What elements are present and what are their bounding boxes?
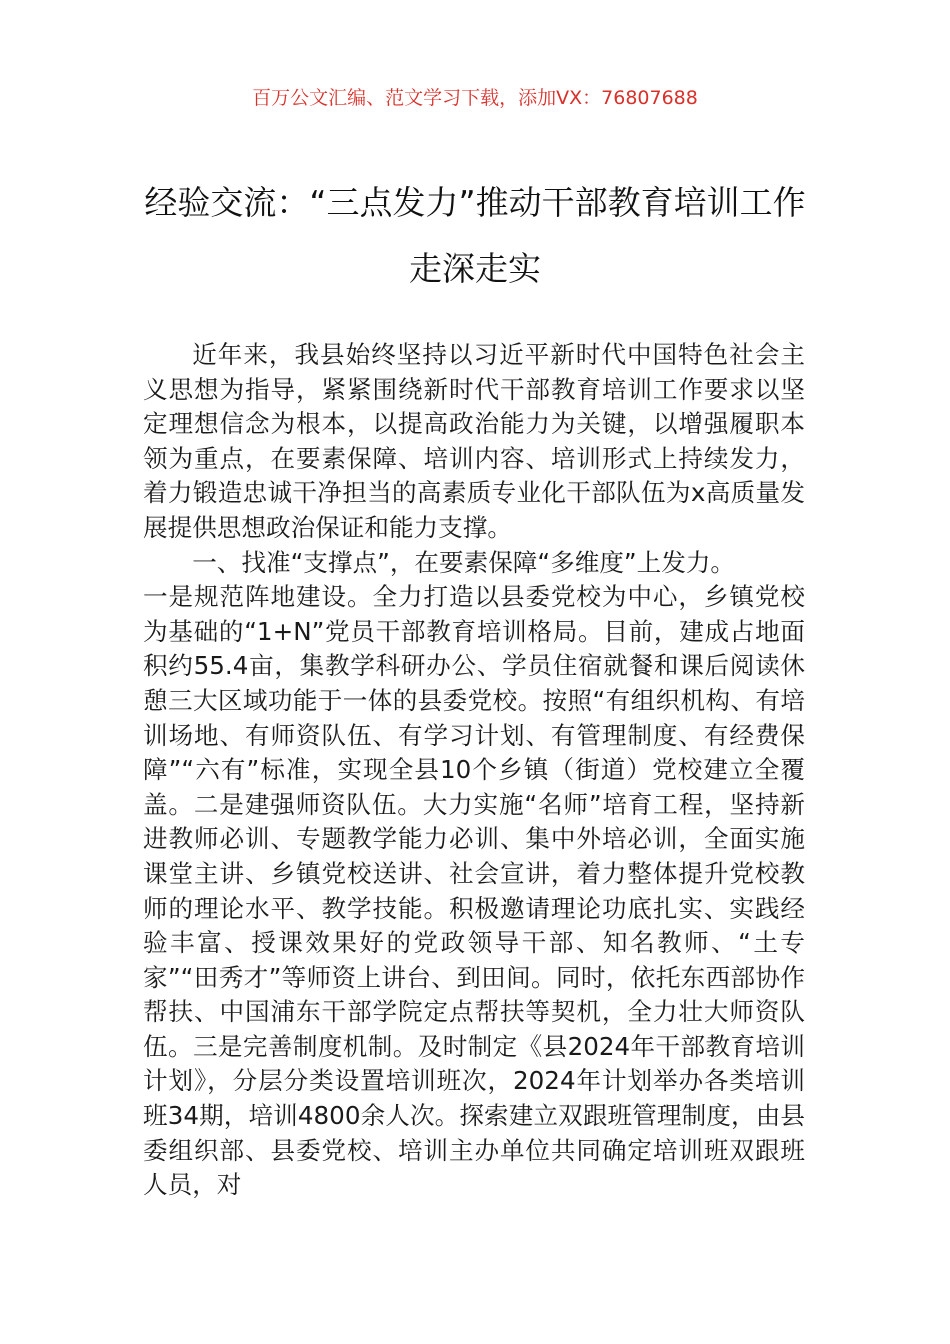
intro-paragraph: 近年来，我县始终坚持以习近平新时代中国特色社会主义思想为指导，紧紧围绕新时代干部教育培训工作要求以坚定理想信念为根本，以提高政治能力为关键，以增强履职本领为重点，在要素保障、培训内容、培训形式上持续发力，着力锻造忠诚干净担当的高素质专业化干部队伍为x高质量发展提供思想政治保证和能力支撑。	[143, 340, 805, 542]
header-watermark-note: 百万公文汇编、范文学习下载，添加VX：76807688	[252, 87, 698, 109]
document-title: 经验交流：“三点发力”推动干部教育培训工作走深走实	[144, 183, 806, 288]
section-heading-1: 一、找准“支撑点”，在要素保障“多维度”上发力。	[192, 547, 736, 577]
section-1-paragraph: 一是规范阵地建设。全力打造以县委党校为中心，乡镇党校为基础的“1+N”党员干部教育培训格局。目前，建成占地面积约55.4亩，集教学科研办公、学员住宿就餐和课后阅读休憩三大区域功能于一体的县委党校。按照“有组织机构、有培训场地、有师资队伍、有学习计划、有管理制度、有经费保障”“六有”标准，实现全县10个乡镇（街道）党校建立全覆盖。二是建强师资队伍。大力实施“名师”培育工程，坚持新进教师必训、专题教学能力必训、集中外培必训，全面实施课堂主讲、乡镇党校送讲、社会宣讲，着力整体提升党校教师的理论水平、教学技能。积极邀请理论功底扎实、实践经验丰富、授课效果好的党政领导干部、知名教师、“土专家”“田秀才”等师资上讲台、到田间。同时，依托东西部协作帮扶、中国浦东干部学院定点帮扶等契机，全力壮大师资队伍。三是完善制度机制。及时制定《县2024年干部教育培训计划》，分层分类设置培训班次，2024年计划举办各类培训班34期，培训4800余人次。探索建立双跟班管理制度，由县委组织部、县委党校、培训主办单位共同确定培训班双跟班人员，对	[143, 582, 805, 1200]
document-body	[143, 338, 805, 1203]
